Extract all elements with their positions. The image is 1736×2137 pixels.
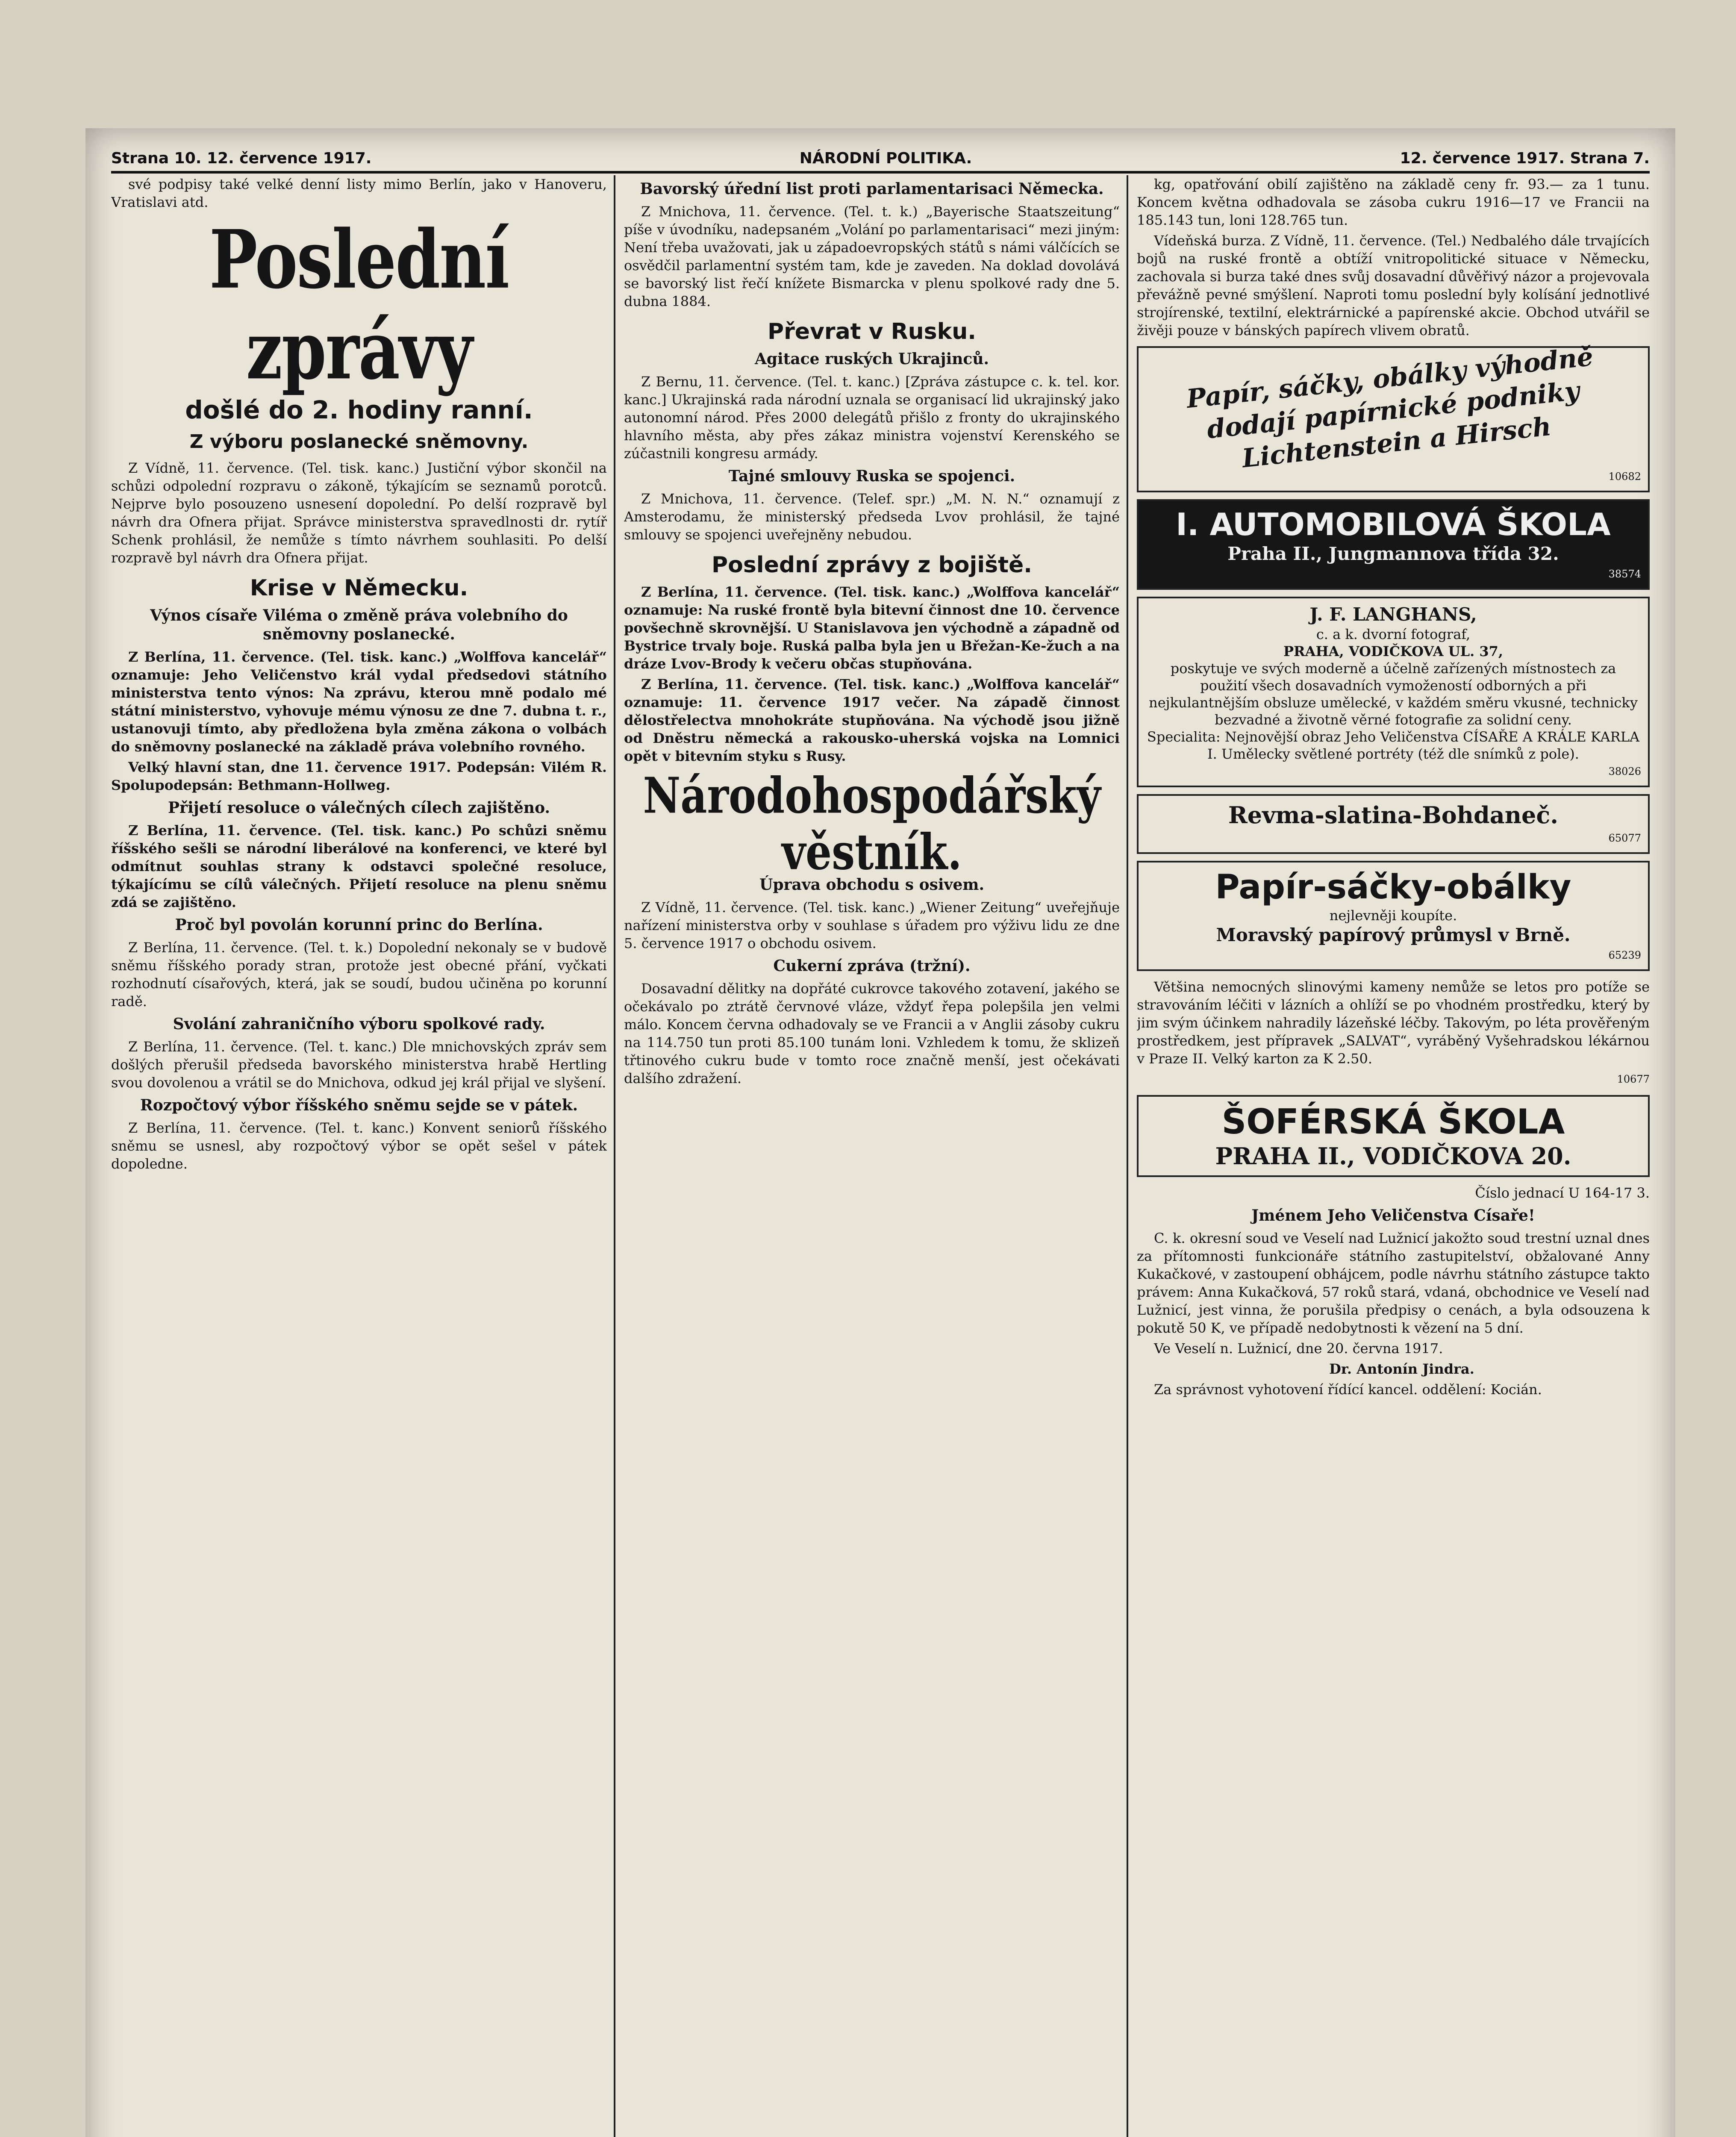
ad-name: J. F. LANGHANS,: [1309, 604, 1477, 625]
section-subheading: Rozpočtový výbor říšského sněmu sejde se v pátek.: [140, 1096, 578, 1114]
article-text: své podpisy také velké denní listy mimo Berlín, jako v Hanoveru, Vratislavi atd.: [111, 176, 607, 210]
ad-firm: Moravský papírový průmysl v Brně.: [1216, 924, 1571, 945]
section-subheading: Výnos císaře Viléma o změně práva volebního do sněmovny poslanecké.: [150, 606, 568, 643]
article-text: kg, opatřování obilí zajištěno na základě ceny fr. 93.— za 1 tunu. Koncem května odhadovala se zásoba cukru 1916—17 ve Francii na 185.143 tun, loni 128.765 tun.: [1137, 176, 1650, 228]
column-1: [111, 175, 607, 2137]
article-text: Z Berlína, 11. července. (Tel. tisk. kanc.) Po schůzi sněmu říšského sešli se národní liberálové na konferenci, ve které byl odmítnut souhlas strany k odstavci společné resoluce, týkajícímu se cílů válečných. Přijetí resoluce na plenu sněmu zdá se zajištěno.: [111, 822, 607, 910]
column-rule: [614, 175, 615, 2137]
article-text: Z Mnichova, 11. července. (Telef. spr.) „M. N. N.“ oznamují z Amsterodamu, že ministerský předseda Lvov prohlásil, že tajné smlouvy se spojenci uveřejněny nebudou.: [624, 491, 1120, 543]
section-subheading: Přijetí resoluce o válečných cílech zajištěno.: [168, 799, 550, 817]
advertisement: [1137, 499, 1650, 590]
ad-title: Papír-sáčky-obálky: [1215, 868, 1571, 907]
ad-subtitle: Praha II., Jungmannova třída 32.: [1227, 543, 1559, 564]
ad-logo: Papír, sáčky, obálky výhodně dodají papírnické podniky Lichtenstein a Hirsch: [1185, 341, 1595, 474]
section-heading: Poslední zprávy z bojiště.: [712, 552, 1032, 578]
ad-number: 65077: [1608, 832, 1641, 844]
section-heading: Převrat v Rusku.: [768, 319, 976, 344]
masthead: [111, 145, 1650, 174]
signature: Dr. Antonín Jindra.: [1329, 1361, 1474, 1377]
ad-text: c. a k. dvorní fotograf,: [1316, 626, 1471, 642]
section-subheading: Agitace ruských Ukrajinců.: [754, 350, 989, 368]
ad-address: PRAHA, VODIČKOVA UL. 37,: [1283, 643, 1504, 659]
ad-number: 38026: [1608, 765, 1641, 777]
article-text: Z Bernu, 11. července. (Tel. t. kanc.) [Zpráva zástupce c. k. tel. kor. kanc.] Ukrajinská rada národní uznala se organisací lid ukrajinský jako autonomní národ. Přes 2000 delegátů přišlo z fronty do ukrajinského hlavního města, aby přes zákaz ministra vojenství Kerenského se zúčastnili kongresu armády.: [624, 374, 1120, 462]
masthead-right: 12. července 1917. Strana 7.: [1400, 149, 1650, 167]
newspaper-page: [85, 128, 1675, 2137]
article-text: Dosavadní dělitky na dopřáté cukrovce takového zotavení, jakého se očekávalo po ztrátě červnové vláze, vždyť řepa polepšila jen velmi málo. Koncem června odhadovaly se ve Francii a v Anglii zásoby cukru na 114.750 tun proti 85.100 tunám loni. Vzhledem k tomu, že sklizeň třtinového cukru bude v tomto roce značně menší, jest očekávati dalšího zdražení.: [624, 980, 1120, 1086]
section-heading: Z výboru poslanecké sněmovny.: [189, 431, 529, 453]
article-text: Většina nemocných slinovými kameny nemůže se letos pro potíže se stravováním léčiti v lázních a ohlíží se po vhodném prostředku, který by jim svým účinkem nahradily lázeňské léčby. Takovým, po léta prověřeným prostředkem, jest přípravek „SALVAT“, vyráběný Vyšehradskou lékárnou v Praze II. Velký karton za K 2.50.: [1137, 979, 1650, 1067]
article-text: Z Berlína, 11. července. (Tel. t. k.) Dopolední nekonaly se v budově sněmu říšského porady stran, protože jest obecné přání, vyčkati rozhodnutí císařových, která, jak se soudí, budou učiněna po korunní radě.: [111, 939, 607, 1010]
article-text: Z Berlína, 11. července. (Tel. t. kanc.) Dle mnichovských zpráv sem došlých přerušil předseda bavorského ministerstva hrabě Hertling svou dovolenou a vrátil se do Mnichova, odkud jej král přijal ve slyšení.: [111, 1039, 607, 1091]
advertisement: [1137, 794, 1650, 854]
ad-number: 10682: [1608, 471, 1641, 483]
section-subheading: Svolání zahraničního výboru spolkové rady.: [173, 1015, 545, 1033]
section-subheading: Tajné smlouvy Ruska se spojenci.: [728, 467, 1015, 485]
advertisement: [1137, 597, 1650, 787]
ad-text: nejlevněji koupíte.: [1329, 907, 1457, 924]
ad-number: 38574: [1608, 568, 1641, 580]
advertisement: [1137, 341, 1650, 492]
column-rule: [1127, 175, 1128, 2137]
section-subheading: Bavorský úřední list proti parlamentarisaci Německa.: [640, 180, 1104, 198]
advertisement: [1137, 861, 1650, 971]
section-subheading: Proč byl povolán korunní princ do Berlína.: [175, 916, 543, 934]
section-subheading: Jménem Jeho Veličenstva Císaře!: [1251, 1207, 1535, 1225]
article-text: Z Berlína, 11. července. (Tel. tisk. kanc.) „Wolffova kancelář“ oznamuje: 11. července 1917 večer. Na západě činnost dělostřelectva mnohokráte stupňována. Na východě jsou jižně od Dněstru německá a rakousko-uherská vojska na Lomnici opět v bitevním styku s Rusy.: [624, 676, 1120, 764]
article-text: Z Mnichova, 11. července. (Tel. t. k.) „Bayerische Staatszeitung“ píše v úvodníku, nadepsaném „Volání po parlamentarisaci“ mezi jiným: Není třeba uvažovati, jak u západoevropských států s námi válčících se osvědčil parlamentní systém tam, kde je zaveden. Na doklad dovolává se bavorský list řečí knížete Bismarcka v plenu spolkové rady dne 5. dubna 1884.: [624, 203, 1120, 309]
column-2: [624, 175, 1120, 2137]
article-text: Ve Veselí n. Lužnicí, dne 20. června 1917.: [1154, 1340, 1443, 1357]
section-subheading: Úprava obchodu s osivem.: [759, 876, 984, 894]
article-text: Z Vídně, 11. července. (Tel. tisk. kanc.) „Wiener Zeitung“ uveřejňuje nařízení ministerstva orby v souhlase s úřadem pro výživu lidu ze dne 5. července 1917 o obchodu osivem.: [624, 899, 1120, 951]
article-text: Z Vídně, 11. července. (Tel. tisk. kanc.) Justiční výbor skončil na schůzi odpolední rozpravu o zákoně, týkajícím se seznamů porotců. Nejprve bylo posouzeno usnesení dopolední. Po delší rozpravě byl návrh dra Ofnera přijat. Správce ministerstva spravedlnosti dr. rytíř Schenk prohlásil, že nemůže s tímto návrhem souhlasiti. Po delší rozpravě byl návrh dra Ofnera přijat.: [111, 460, 607, 566]
article-text: Vídeňská burza. Z Vídně, 11. července. (Tel.) Nedbalého dále trvajících bojů na ruské frontě a obtíží vnitropolitické situace v Německu, zachovala si burza také dnes svůj dosavadní důvěřivý názor a projevovala převážně pevné smýšlení. Naproti tomu poslední byly kolísání jednotlivé strojírenské, textilní, elektrárnické a papírenské akcie. Obchod utvářil se živěji pouze v bánských papírech vlivem obratů.: [1137, 233, 1650, 339]
column-3: [1137, 175, 1650, 2137]
signature: Velký hlavní stan, dne 11. července 1917. Podepsán: Vilém R. Spolupodepsán: Bethmann-Hollweg.: [111, 759, 607, 793]
masthead-left: Strana 10. 12. července 1917.: [111, 149, 372, 167]
advertisement: [1137, 1095, 1650, 1177]
section-heading: Krise v Německu.: [250, 575, 468, 601]
ad-title: I. AUTOMOBILOVÁ ŠKOLA: [1176, 506, 1611, 542]
section-headline: Národohospodářský věstník.: [643, 766, 1101, 881]
section-subheading: Cukerní zpráva (tržní).: [773, 957, 971, 975]
ad-text: poskytuje ve svých moderně a účelně zařízených místnostech za použití všech dosavadních vymožeností odborných a při nejkulantnějším obsluze umělecké, v každém směru vkusné, technicky bezvadné a životně věrné fotografie za solidní ceny.: [1149, 660, 1638, 728]
article-text: C. k. okresní soud ve Veselí nad Lužnicí jakožto soud trestní uznal dnes za přítomnosti funkcionáře státního zastupitelství, obžalované Anny Kukačkové, v zastoupení obhájcem, podle návrhu státního zástupce takto právem: Anna Kukačková, 57 roků stará, vdaná, obchodnice ve Veselí nad Lužnicí, jest vinna, že porušila předpisy o cenách, a byla odsouzena k pokutě 50 K, ve případě nedobytnosti k vězení na 5 dní.: [1137, 1230, 1650, 1336]
main-subheadline: došlé do 2. hodiny ranní.: [185, 395, 533, 424]
ad-number: 65239: [1608, 949, 1641, 961]
article-text: Z Berlína, 11. července. (Tel. tisk. kanc.) „Wolffova kancelář“ oznamuje: Jeho Veličenstvo král vydal předsedovi státního ministerstva tento výnos: Na zprávu, kterou mně podalo mé státní ministerstvo, vyhovuje mému výnosu ze dne 7. dubna t. r., ustanovuji tímto, aby předložena byla změna zákona o volbách do sněmovny poslanecké na základě práva volebního rovného.: [111, 649, 607, 755]
masthead-center: NÁRODNÍ POLITIKA.: [799, 149, 972, 167]
ad-number: 10677: [1617, 1073, 1650, 1085]
ad-title: ŠOFÉRSKÁ ŠKOLA: [1221, 1102, 1565, 1142]
signature: Za správnost vyhotovení řídící kancel. oddělení: Kocián.: [1154, 1381, 1542, 1398]
ad-title: Revma-slatina-Bohdaneč.: [1228, 801, 1559, 829]
ad-subtitle: PRAHA II., VODIČKOVA 20.: [1215, 1142, 1571, 1170]
ad-text: Specialita: Nejnovější obraz Jeho Veličenstva CÍSAŘE A KRÁLE KARLA I. Umělecky světlené portréty (též dle snímků z pole).: [1147, 729, 1640, 762]
main-headline: Poslední zprávy: [209, 212, 509, 398]
article-text: Z Berlína, 11. července. (Tel. tisk. kanc.) „Wolffova kancelář“ oznamuje: Na ruské frontě byla bitevní činnost dne 10. července povšechně skrovnější. U Stanislavova jen východně a západně od Bystrice trvaly boje. Ruská palba byla jen u Břežan-Ke-žuch a na dráze Lvov-Brody k večeru občas stupňována.: [624, 584, 1120, 672]
article-text: Číslo jednací U 164-17 3.: [1475, 1185, 1650, 1201]
article-text: Z Berlína, 11. července. (Tel. t. kanc.) Konvent seniorů říšského sněmu se usnesl, aby rozpočtový výbor se opět sešel v pátek dopoledne.: [111, 1120, 607, 1172]
